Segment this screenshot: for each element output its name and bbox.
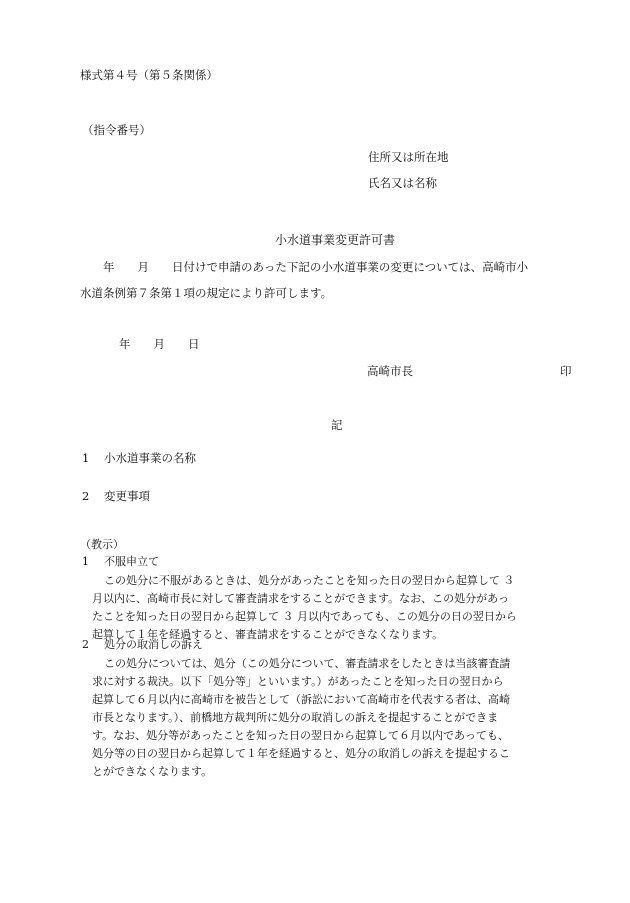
body-line-2: 水道条例第７条第１項の規定により許可します。: [80, 286, 333, 300]
directive-number: （指令番号）: [82, 123, 151, 137]
item-1-number: 1: [82, 451, 90, 465]
notice-1-line-2: 月以内に、高崎市長に対して審査請求をすることができます。なお、この処分があっ: [92, 592, 510, 605]
notice-2-line-1: この処分については、処分（この処分について、審査請求をしたときは当該審査請: [104, 657, 511, 670]
notice-1-number: 1: [82, 555, 89, 568]
notice-1-line-1: この処分に不服があるときは、処分があったことを知った日の翌日から起算して ３: [104, 574, 515, 587]
notice-2-title: 処分の取消しの訴え: [104, 638, 203, 651]
seal-mark: 印: [560, 364, 572, 378]
date-line: 年 月 日: [119, 337, 200, 351]
issuer-title: 高崎市長: [367, 364, 413, 378]
notice-heading: （教示）: [80, 538, 124, 551]
document-title: 小水道事業変更許可書: [275, 233, 396, 247]
notice-2-line-3: 起算して６月以内に高崎市を被告として（訴訟において高崎市を代表する者は、高崎: [92, 693, 510, 706]
notice-2-line-7: とができなくなります。: [92, 765, 213, 778]
notice-1-line-4: 起算して１年を経過すると、審査請求をすることができなくなります。: [92, 628, 444, 641]
notice-2-line-5: す。なお、処分等があったことを知った日の翌日から起算して６月以内であっても、: [92, 729, 509, 742]
notice-2-number: 2: [82, 638, 89, 651]
body-line-1: 年 月 日付けで申請のあった下記の小水道事業の変更については、高崎市小: [80, 260, 529, 274]
ki-marker: 記: [331, 418, 343, 432]
item-2-number: 2: [82, 489, 90, 503]
notice-2-line-6: 処分等の日の翌日から起算して１年を経過すると、処分の取消しの訴えを提起するこ: [92, 747, 510, 760]
name-label: 氏名又は名称: [368, 176, 437, 190]
form-number: 様式第４号（第５条関係）: [80, 68, 218, 82]
notice-2-line-4: 市長となります。）、前橋地方裁判所に処分の取消しの訴えを提起することができま: [92, 711, 499, 724]
item-2-label: 変更事項: [104, 489, 150, 503]
notice-1-title: 不服申立て: [104, 555, 159, 568]
notice-1-line-3: たことを知った日の翌日から起算して ３ 月以内であっても、この処分の日の翌日から: [92, 610, 517, 623]
notice-2-line-2: 求に対する裁決。以下「処分等」といいます。）があったことを知った日の翌日から: [92, 675, 504, 688]
item-1-label: 小水道事業の名称: [104, 451, 196, 465]
address-label: 住所又は所在地: [368, 150, 449, 164]
